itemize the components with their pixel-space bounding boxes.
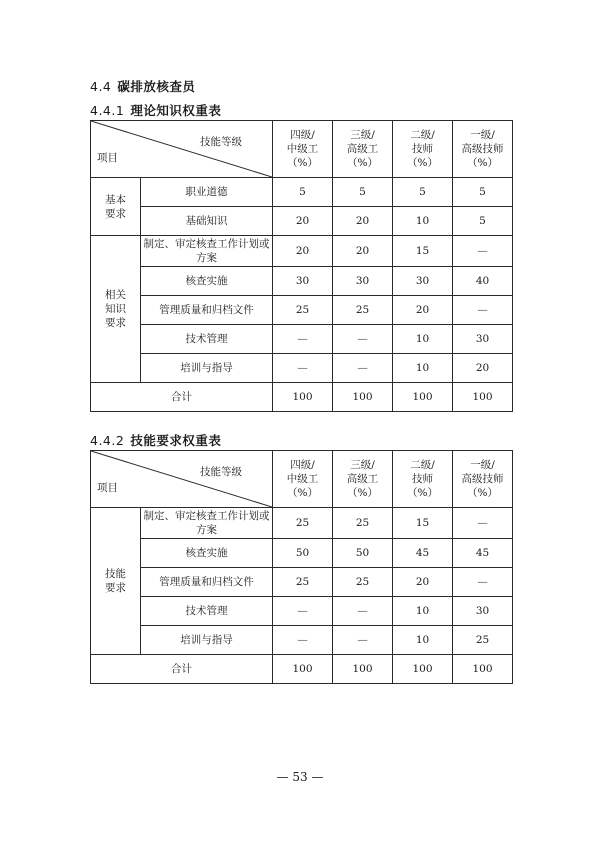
- section-number: 4.4: [90, 79, 112, 94]
- row-label: 技术管理: [141, 325, 273, 354]
- table-row: [91, 597, 513, 626]
- total-value: 100: [333, 655, 393, 684]
- level-header: 三级/ 高级工 （%）: [333, 121, 393, 178]
- total-label: 合计: [91, 655, 273, 684]
- value-cell: 25: [453, 626, 513, 655]
- value-cell: 30: [453, 597, 513, 626]
- table-row: [91, 267, 513, 296]
- value-cell: —: [273, 325, 333, 354]
- row-label: 核查实施: [141, 267, 273, 296]
- total-value: 100: [273, 655, 333, 684]
- total-row: [91, 383, 513, 412]
- theory-knowledge-weight-table: [90, 120, 513, 412]
- value-cell: 20: [333, 207, 393, 236]
- total-value: 100: [273, 383, 333, 412]
- value-cell: 5: [393, 178, 453, 207]
- level-header: 四级/ 中级工 （%）: [273, 451, 333, 508]
- value-cell: 30: [333, 267, 393, 296]
- value-cell: —: [333, 354, 393, 383]
- table2-heading: [90, 431, 221, 449]
- table-row: [91, 236, 513, 267]
- total-value: 100: [393, 655, 453, 684]
- value-cell: —: [333, 626, 393, 655]
- value-cell: 5: [273, 178, 333, 207]
- table-row: [91, 325, 513, 354]
- value-cell: 15: [393, 236, 453, 267]
- item-label: 项目: [97, 152, 118, 164]
- value-cell: 10: [393, 626, 453, 655]
- table1-heading: [90, 101, 221, 119]
- table-header-row: [91, 451, 513, 508]
- value-cell: 45: [453, 539, 513, 568]
- page-number: — 53 —: [276, 770, 324, 784]
- row-label: 核查实施: [141, 539, 273, 568]
- table2-number: 4.4.2: [90, 433, 125, 448]
- value-cell: —: [453, 568, 513, 597]
- value-cell: —: [273, 354, 333, 383]
- value-cell: 10: [393, 354, 453, 383]
- total-value: 100: [333, 383, 393, 412]
- value-cell: 25: [333, 296, 393, 325]
- value-cell: 40: [453, 267, 513, 296]
- row-label: 技术管理: [141, 597, 273, 626]
- table-row: [91, 354, 513, 383]
- value-cell: 5: [453, 207, 513, 236]
- value-cell: 30: [393, 267, 453, 296]
- value-cell: 10: [393, 597, 453, 626]
- section-title: 碳排放核查员: [117, 79, 196, 94]
- group-label: 相关知识要求: [91, 236, 141, 383]
- value-cell: —: [453, 508, 513, 539]
- row-label: 培训与指导: [141, 626, 273, 655]
- skill-level-label: 技能等级: [200, 136, 242, 148]
- table-row: [91, 207, 513, 236]
- table-row: [91, 508, 513, 539]
- value-cell: 50: [273, 539, 333, 568]
- total-row: [91, 655, 513, 684]
- value-cell: 20: [393, 296, 453, 325]
- group-label: 基本要求: [91, 178, 141, 236]
- table-row: [91, 626, 513, 655]
- level-header: 二级/ 技师 （%）: [393, 451, 453, 508]
- value-cell: 15: [393, 508, 453, 539]
- value-cell: 45: [393, 539, 453, 568]
- value-cell: 10: [393, 207, 453, 236]
- row-label: 培训与指导: [141, 354, 273, 383]
- value-cell: 20: [273, 207, 333, 236]
- level-header: 四级/ 中级工 （%）: [273, 121, 333, 178]
- value-cell: 25: [273, 508, 333, 539]
- row-label: 管理质量和归档文件: [141, 568, 273, 597]
- table-header-row: [91, 121, 513, 178]
- value-cell: —: [453, 296, 513, 325]
- table2-title: 技能要求权重表: [130, 433, 222, 448]
- item-label: 项目: [97, 482, 118, 494]
- value-cell: 25: [273, 296, 333, 325]
- table1-title: 理论知识权重表: [130, 103, 222, 118]
- table-row: [91, 568, 513, 597]
- diagonal-header-cell: [91, 121, 273, 178]
- value-cell: 20: [273, 236, 333, 267]
- value-cell: 20: [333, 236, 393, 267]
- diagonal-line: [91, 451, 272, 507]
- table-row: [91, 178, 513, 207]
- value-cell: 10: [393, 325, 453, 354]
- level-header: 二级/ 技师 （%）: [393, 121, 453, 178]
- row-label: 职业道德: [141, 178, 273, 207]
- total-value: 100: [453, 655, 513, 684]
- row-label: 基础知识: [141, 207, 273, 236]
- total-value: 100: [453, 383, 513, 412]
- skill-requirement-weight-table: [90, 450, 513, 684]
- diagonal-header-cell: [91, 451, 273, 508]
- value-cell: —: [333, 325, 393, 354]
- skill-level-label: 技能等级: [200, 466, 242, 478]
- group-label: 技能要求: [91, 508, 141, 655]
- value-cell: 50: [333, 539, 393, 568]
- value-cell: 25: [333, 568, 393, 597]
- level-header: 一级/ 高级技师 （%）: [453, 121, 513, 178]
- value-cell: 20: [453, 354, 513, 383]
- row-label: 制定、审定核查工作计划或方案: [141, 236, 273, 267]
- value-cell: 30: [273, 267, 333, 296]
- total-label: 合计: [91, 383, 273, 412]
- value-cell: 5: [453, 178, 513, 207]
- row-label: 管理质量和归档文件: [141, 296, 273, 325]
- value-cell: 30: [453, 325, 513, 354]
- row-label: 制定、审定核查工作计划或方案: [141, 508, 273, 539]
- value-cell: 5: [333, 178, 393, 207]
- value-cell: 25: [333, 508, 393, 539]
- table-row: [91, 539, 513, 568]
- value-cell: 25: [273, 568, 333, 597]
- section-heading: [90, 77, 195, 95]
- value-cell: 20: [393, 568, 453, 597]
- value-cell: —: [273, 626, 333, 655]
- value-cell: —: [273, 597, 333, 626]
- diagonal-line: [91, 121, 272, 177]
- level-header: 三级/ 高级工 （%）: [333, 451, 393, 508]
- value-cell: —: [453, 236, 513, 267]
- value-cell: —: [333, 597, 393, 626]
- level-header: 一级/ 高级技师 （%）: [453, 451, 513, 508]
- table1-number: 4.4.1: [90, 103, 125, 118]
- table-row: [91, 296, 513, 325]
- total-value: 100: [393, 383, 453, 412]
